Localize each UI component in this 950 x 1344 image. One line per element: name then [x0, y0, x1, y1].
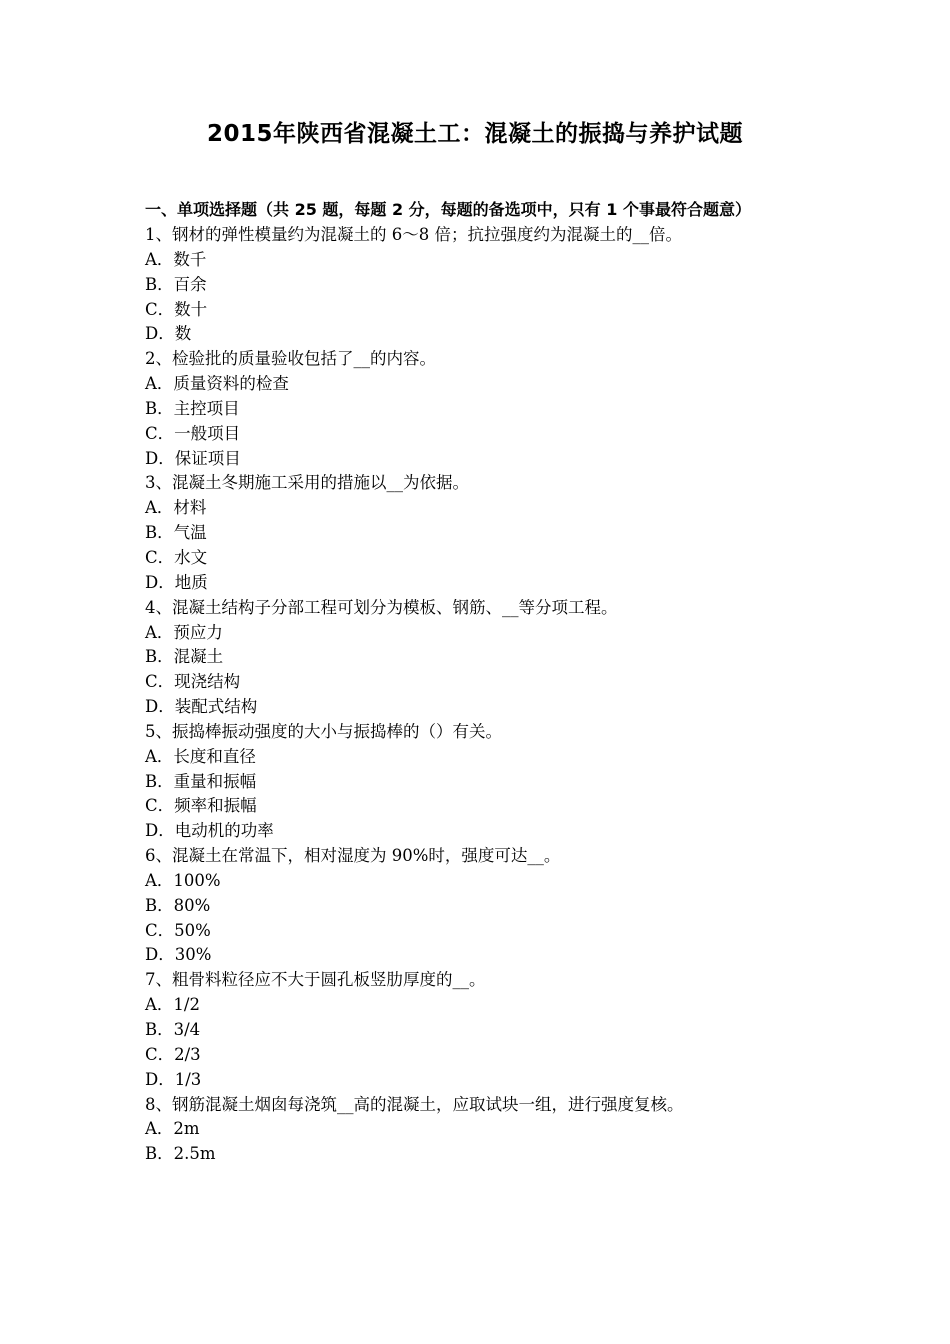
answer-option: C．水文: [145, 547, 208, 567]
answer-option: C．数十: [145, 299, 208, 319]
question-stem: 4、混凝土结构子分部工程可划分为模板、钢筋、__等分项工程。: [145, 597, 618, 617]
answer-option: B．主控项目: [145, 398, 240, 418]
answer-option: D．装配式结构: [145, 697, 258, 717]
question-block: [145, 347, 817, 471]
question-stem: 7、粗骨料粒径应不大于圆孔板竖肋厚度的__。: [145, 970, 486, 990]
question-stem: 2、检验批的质量验收包括了__的内容。: [145, 349, 436, 369]
question-block: [145, 720, 817, 844]
question-block: [145, 596, 817, 720]
document-body: [145, 198, 817, 1167]
answer-option: B．重量和振幅: [145, 771, 257, 791]
answer-option: A．1/2: [145, 995, 200, 1015]
answer-option: A．100%: [145, 870, 221, 890]
answer-option: D．地质: [145, 572, 208, 592]
question-stem: 6、混凝土在常温下，相对湿度为 90%时，强度可达__。: [145, 846, 561, 866]
question-stem: 1、钢材的弹性模量约为混凝土的 6～8 倍；抗拉强度约为混凝土的__倍。: [145, 225, 682, 244]
answer-option: A．材料: [145, 498, 207, 518]
question-block: [145, 844, 817, 968]
document-title: 2015年陕西省混凝土工：混凝土的振捣与养护试题: [206, 121, 743, 147]
answer-option: B．气温: [145, 523, 207, 543]
answer-option: C．频率和振幅: [145, 796, 257, 816]
answer-option: B．80%: [145, 895, 211, 915]
question-block: [145, 223, 817, 347]
answer-option: C．一般项目: [145, 423, 241, 443]
answer-option: D．数: [145, 324, 192, 344]
question-block: [145, 471, 817, 595]
answer-option: A．2m: [145, 1119, 200, 1139]
answer-option: B．混凝土: [145, 647, 224, 667]
question-block: [145, 1093, 817, 1168]
answer-option: B．3/4: [145, 1020, 201, 1039]
answer-option: A．数千: [145, 249, 207, 269]
answer-option: B．2.5m: [145, 1144, 216, 1164]
answer-option: C．现浇结构: [145, 672, 241, 692]
question-list: [145, 223, 817, 1167]
answer-option: A．长度和直径: [145, 746, 256, 766]
answer-option: C．50%: [145, 920, 211, 940]
answer-option: B．百余: [145, 274, 207, 294]
answer-option: A．质量资料的检查: [145, 374, 289, 394]
section-heading: 一、单项选择题（共 25 题，每题 2 分，每题的备选项中，只有 1 个事最符合题意）: [145, 200, 751, 219]
answer-option: D．电动机的功率: [145, 821, 274, 841]
answer-option: D．30%: [145, 945, 212, 965]
answer-option: C．2/3: [145, 1044, 201, 1064]
answer-option: D．1/3: [145, 1069, 202, 1089]
question-stem: 5、振捣棒振动强度的大小与振捣棒的（）有关。: [145, 721, 502, 741]
answer-option: A．预应力: [145, 622, 223, 642]
question-stem: 8、钢筋混凝土烟囱每浇筑__高的混凝土，应取试块一组，进行强度复核。: [145, 1094, 684, 1114]
question-stem: 3、混凝土冬期施工采用的措施以__为依据。: [145, 473, 469, 493]
question-block: [145, 968, 817, 1092]
answer-option: D．保证项目: [145, 448, 241, 468]
